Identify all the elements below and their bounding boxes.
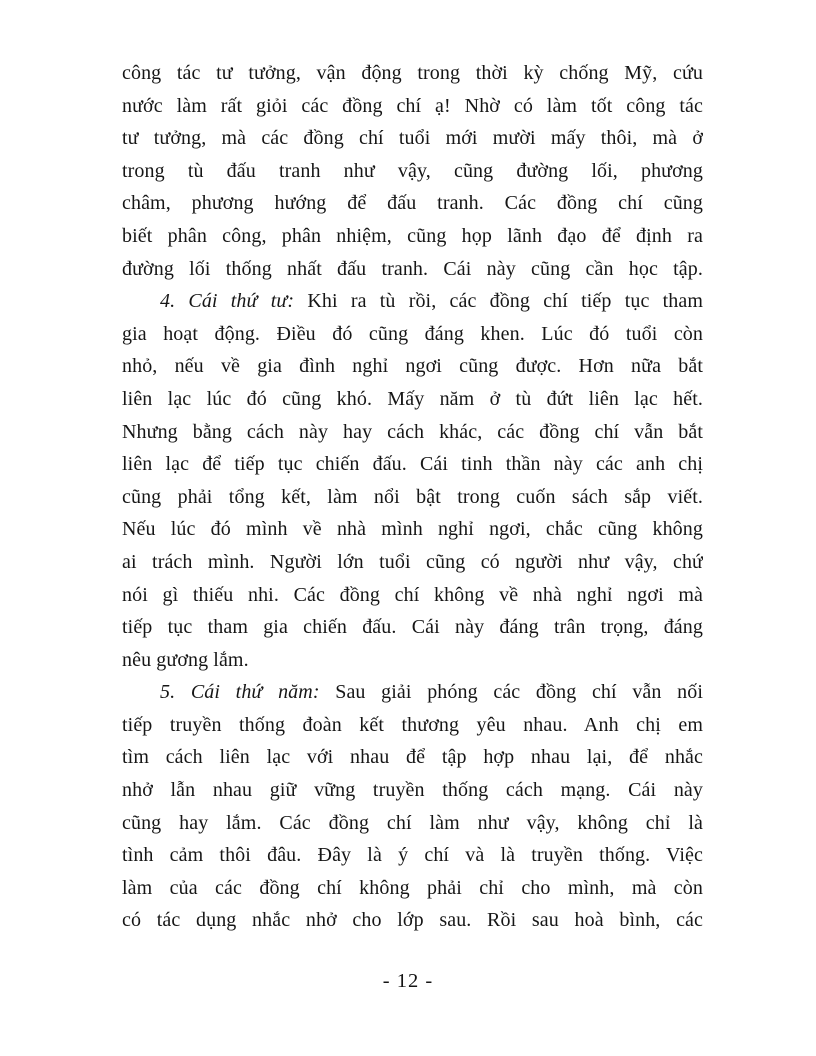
text-line: cũng hay lắm. Các đồng chí làm như vậy, không chỉ là [122,811,703,834]
text-line: tư tưởng, mà các đồng chí tuổi mới mười mấy thôi, mà ở [122,127,703,150]
text-line: tiếp truyền thống đoàn kết thương yêu nhau. Anh chị em [122,713,703,736]
text-line: làm của các đồng chí không phải chỉ cho mình, mà còn [122,876,703,899]
text-line: nêu gương lắm. [122,648,249,671]
text-line: nhở lẫn nhau giữ vững truyền thống cách mạng. Cái này [122,779,703,802]
text-line: 4. Cái thứ tư: Khi ra tù rồi, các đồng chí tiếp tục tham [160,290,703,313]
text-line: châm, phương hướng để đấu tranh. Các đồng chí cũng [122,192,703,215]
text-line: công tác tư tưởng, vận động trong thời kỳ chống Mỹ, cứu [122,62,703,84]
text-line: ai trách mình. Người lớn tuổi cũng có người như vậy, chứ [122,550,703,573]
text-line: đường lối thống nhất đấu tranh. Cái này cũng cần học tập. [122,257,703,280]
text-line: nói gì thiếu nhi. Các đồng chí không về nhà nghỉ ngơi mà [122,583,703,606]
text-line: Nếu lúc đó mình về nhà mình nghỉ ngơi, chắc cũng không [122,518,703,541]
text-line: gia hoạt động. Điều đó cũng đáng khen. Lúc đó tuổi còn [122,322,703,345]
text-line: 5. Cái thứ năm: Sau giải phóng các đồng chí vẫn nối [160,681,703,704]
text-line: trong tù đấu tranh như vậy, cũng đường lối, phương [122,159,703,182]
page-text [122,57,703,937]
text-line: liên lạc để tiếp tục chiến đấu. Cái tinh thần này các anh chị [122,453,703,476]
text-line: liên lạc lúc đó cũng khó. Mấy năm ở tù đứt liên lạc hết. [122,387,703,410]
paragraph-lead-italic: 4. Cái thứ tư: [160,290,295,313]
text-line: cũng phải tổng kết, làm nổi bật trong cuốn sách sắp viết. [122,485,703,508]
text-line: Nhưng bằng cách này hay cách khác, các đồng chí vẫn bắt [122,420,703,443]
text-line: tình cảm thôi đâu. Đây là ý chí và là truyền thống. Việc [122,844,703,867]
text-line: tiếp tục tham gia chiến đấu. Cái này đáng trân trọng, đáng [122,616,703,639]
text-line: có tác dụng nhắc nhở cho lớp sau. Rồi sau hoà bình, các [122,909,703,932]
paragraph-lead-italic: 5. Cái thứ năm: [160,681,320,704]
text-line: biết phân công, phân nhiệm, cũng họp lãnh đạo để định ra [122,224,703,247]
page-number: - 12 - [382,970,434,992]
text-line: nước làm rất giỏi các đồng chí ạ! Nhờ có làm tốt công tác [122,94,703,117]
text-line: nhỏ, nếu về gia đình nghỉ ngơi cũng được. Hơn nữa bắt [122,355,703,378]
text-line: tìm cách liên lạc với nhau để tập hợp nhau lại, để nhắc [122,746,703,769]
